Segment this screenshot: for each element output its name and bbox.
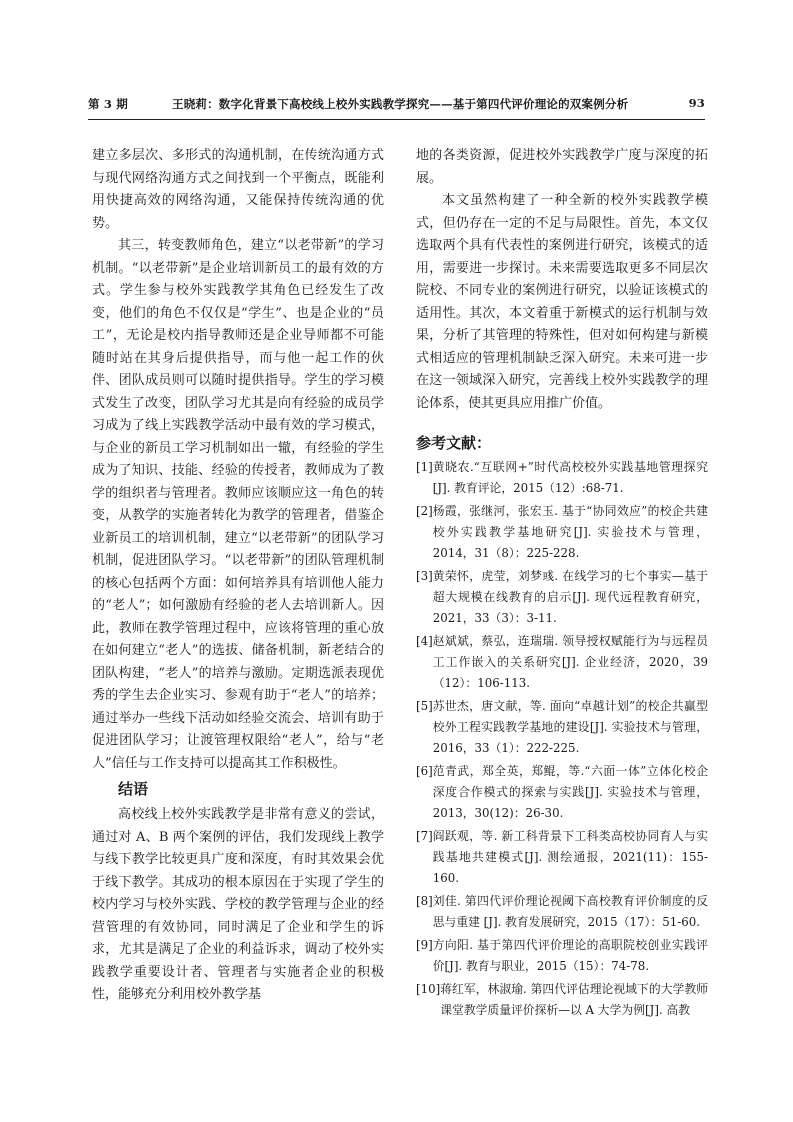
reference-text: 苏世杰，唐文献，等. 面向“卓越计划”的校企共赢型校外工程实践教学基地的建设[J]. 实验技术与管理，2016，33（1）：222-225.	[432, 699, 708, 755]
reference-number: [1]	[416, 460, 433, 474]
reference-number: [5]	[416, 699, 433, 713]
paragraph-conclusion: 高校线上校外实践教学是非常有意义的尝试，通过对 A、B 两个案例的评估，我们发现线上教学与线下教学比较更具广度和深度，有时其效果会优于线下教学。其成功的根本原因在于实现了学生的校内学习与校外实践、学校的教学管理与企业的经营管理的有效协同，同时满足了企业和学生的诉求，尤其是满足了企业的利益诉求，调动了校外实践教学重要设计者、管理者与实施者企业的积极性，能够充分利用校外教学基	[92, 807, 384, 1002]
section-title-conclusion: 结语	[118, 780, 149, 798]
reference-text: 黄荣怀，虎莹，刘梦彧. 在线学习的七个事实—基于超大规模在线教育的启示[J]. 现代远程教育研究，2021，33（3）：3-11.	[432, 569, 708, 625]
paragraph-teacher-role: 其三，转变教师角色，建立“以老带新”的学习机制。“以老带新”是企业培训新员工的最有效的方式。学生参与校外实践教学其角色已经发生了改变，他们的角色不仅仅是“学生”、也是企业的“员工”，无论是校内指导教师还是企业导师都不可能随时站在其身后提供指导，而与他一起工作的伙伴、团队成员则可以随时提供指导。学生的学习模式发生了改变，团队学习尤其是向有经验的成员学习成为了线上实践教学活动中最有效的学习模式，与企业的新员工学习机制如出一辙，有经验的学生成为了知识、技能、经验的传授者，教师成为了教学的组织者与管理者。教师应该顺应这一角色的转变，从教学的实施者转化为教学的管理者，借鉴企业新员工的培训机制，建立“以老带新”的团队学习机制，促进团队学习。“以老带新”的团队管理机制的核心包括两个方面：如何培养具有培训他人能力的“老人”；如何激励有经验的老人去培训新人。因此，教师在教学管理过程中，应该将管理的重心放在如何建立“老人”的选拔、储备机制，新老结合的团队构建，“老人”的培养与激励。定期选派表现优秀的学生去企业实习、参观有助于“老人”的培养；通过举办一些线下活动如经验交流会、培训有助于促进团队学习；让渡管理权限给“老人”，给与“老人”信任与工作支持可以提高其工作积极性。	[92, 238, 384, 771]
reference-number: [2]	[416, 504, 433, 518]
reference-text: 阎跃观，等. 新工科背景下工科类高校协同育人与实践基地共建模式[J]. 测绘通报，2021(11)：155-160.	[432, 829, 708, 885]
reference-text: 赵斌斌，蔡弘，连瑞瑞. 领导授权赋能行为与远程员工工作嵌入的关系研究[J]. 企业经济，2020，39（12）：106-113.	[432, 634, 708, 690]
reference-number: [9]	[416, 938, 433, 952]
reference-item	[416, 826, 708, 889]
reference-text: 刘佳. 第四代评价理论视阈下高校教育评价制度的反思与重建 [J]. 教育发展研究，2015（17）：51-60.	[432, 894, 708, 929]
reference-number: [6]	[416, 764, 433, 778]
page-number: 93	[688, 96, 705, 110]
reference-item	[416, 566, 708, 629]
reference-item	[416, 935, 708, 977]
references-title: 参考文献：	[416, 434, 492, 452]
reference-item	[416, 761, 708, 824]
reference-item	[416, 457, 708, 499]
reference-text: 黄晓农.“互联网+”时代高校校外实践基地管理探究[J]. 教育评论，2015（12）:68-71.	[432, 460, 708, 495]
reference-text: 杨霞，张继河，张宏玉. 基于“协同效应”的校企共建校外实践教学基地研究[J]. 实验技术与管理，2014，31（8）：225-228.	[432, 504, 708, 560]
running-title: 王晓莉：数字化背景下高校线上校外实践教学探究——基于第四代评价理论的双案例分析	[172, 97, 629, 111]
running-header	[88, 94, 705, 114]
reference-item	[416, 696, 708, 759]
reference-number: [3]	[416, 569, 433, 583]
reference-text: 蒋红军，林淑瑜. 第四代评估理论视域下的大学教师课堂教学质量评价探析—以 A 大学为例[J]. 高教	[440, 982, 708, 1017]
reference-number: [10]	[416, 982, 441, 996]
header-rule	[88, 119, 705, 120]
reference-text: 范青武，郑全英，郑鲲，等.“六面一体”立体化校企深度合作模式的探索与实践[J]. 实验技术与管理，2013，30(12)：26-30.	[432, 764, 708, 820]
paragraph-conclusion-cont: 地的各类资源，促进校外实践教学广度与深度的拓展。	[416, 148, 708, 186]
reference-item	[416, 631, 708, 694]
reference-text: 方向阳. 基于第四代评价理论的高职院校创业实践评价[J]. 教育与职业，2015（15）：74-78.	[432, 938, 708, 973]
right-column	[416, 145, 708, 1023]
reference-item	[416, 979, 708, 1021]
reference-number: [8]	[416, 894, 433, 908]
reference-item	[416, 891, 708, 933]
reference-number: [4]	[416, 634, 433, 648]
reference-number: [7]	[416, 829, 433, 843]
paragraph-communication: 建立多层次、多形式的沟通机制，在传统沟通方式与现代网络沟通方式之间找到一个平衡点，既能利用快捷高效的网络沟通，又能保持传统沟通的优势。	[92, 148, 384, 231]
paragraph-limitations: 本文虽然构建了一种全新的校外实践教学模式，但仍存在一定的不足与局限性。首先，本文仅选取两个具有代表性的案例进行研究，该模式的适用，需要进一步探讨。未来需要选取更多不同层次院校、不同专业的案例进行研究，以验证该模式的适用性。其次，本文着重于新模式的运行机制与效果，分析了其管理的特殊性，但对如何构建与新模式相适应的管理机制缺乏深入研究。未来可进一步在这一领域深入研究，完善线上校外实践教学的理论体系，使其更具应用推广价值。	[416, 193, 708, 411]
reference-item	[416, 501, 708, 564]
issue-number: 第 3 期	[88, 97, 129, 111]
reference-list	[416, 457, 708, 1021]
left-column	[92, 145, 384, 1007]
